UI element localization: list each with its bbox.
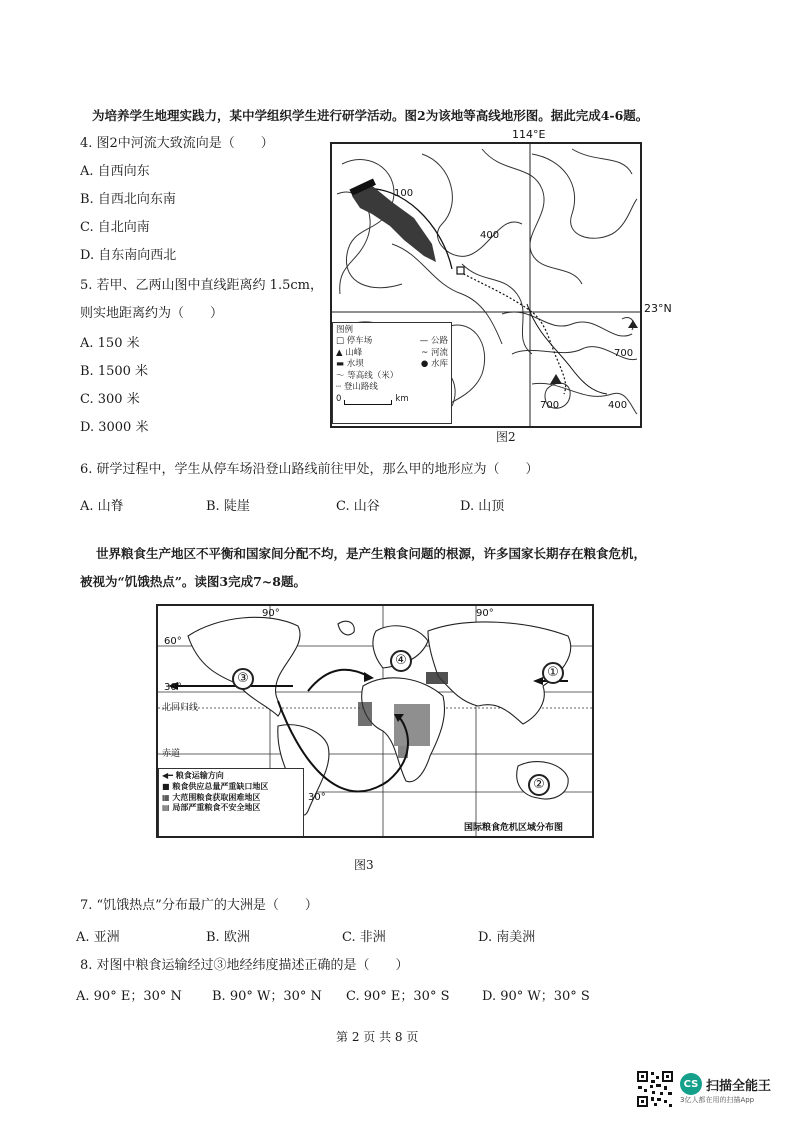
q8-option-a[interactable]: A. 90° E；30° N [76, 989, 182, 1004]
legend-transport: 粮食运输方向 [175, 771, 224, 780]
legend-road: 公路 [430, 336, 448, 347]
fig3-world-map [156, 604, 594, 838]
legend-reservoir: 水库 [430, 359, 448, 370]
north-america-shape [188, 617, 300, 716]
fig3-legend [158, 768, 304, 838]
fig3-lon-label-east: 90° [476, 608, 494, 619]
question-5-stem-line1: 5. 若甲、乙两山图中直线距离约 1.5cm， [80, 278, 323, 293]
q5-option-d[interactable]: D. 3000 米 [80, 420, 149, 435]
reservoir-icon: ● [420, 359, 429, 370]
q6-option-b[interactable]: B. 陡崖 [206, 499, 250, 514]
legend-title: 图例 [336, 325, 354, 335]
fig2-contour-map [330, 142, 642, 428]
q7-option-d[interactable]: D. 南美洲 [478, 930, 536, 945]
fig3-legend-row-2 [162, 782, 300, 793]
scale-zero: 0 [336, 393, 342, 404]
marker-4: ④ [390, 650, 412, 672]
question-8-stem: 8. 对图中粮食运输经过③地经纬度描述正确的是（ ） [80, 958, 409, 973]
scanner-brand [680, 1073, 771, 1105]
fig3-caption: 图3 [354, 858, 374, 872]
q8-option-d[interactable]: D. 90° W；30° S [482, 989, 590, 1004]
question-7-stem: 7. “饥饿热点”分布最广的大洲是（ ） [80, 898, 318, 913]
legend-route: 登山路线 [343, 382, 378, 393]
peak-icon: ▲ [336, 347, 343, 358]
scale-bar [336, 394, 448, 405]
marker-2: ② [528, 774, 550, 796]
fig3-legend-row-4 [162, 803, 300, 814]
fig3-map-title: 国际粮食危机区域分布图 [464, 823, 564, 833]
legend-access-difficulty: 大范围粮食获取困难地区 [172, 792, 261, 802]
q6-option-c[interactable]: C. 山谷 [336, 499, 380, 514]
question-4-stem: 4. 图2中河流大致流向是（ ） [80, 136, 274, 151]
camscanner-logo-icon: CS [680, 1073, 702, 1095]
legend-row-3 [336, 359, 448, 370]
greenland-shape [338, 621, 354, 635]
legend-local-insecurity: 局部严重粮食不安全地区 [172, 803, 261, 813]
scanner-brand-row [680, 1073, 771, 1095]
contour-label-400: 400 [480, 230, 500, 241]
scanner-app-name: 扫描全能王 [706, 1078, 772, 1094]
legend-supply-gap: 粮食供应总量严重缺口地区 [172, 781, 269, 791]
marker-1: ① [542, 662, 564, 684]
q7-option-a[interactable]: A. 亚洲 [76, 930, 120, 945]
contour-icon: ～ [336, 370, 345, 381]
scanner-tagline: 3亿人都在用的扫描App [680, 1096, 755, 1104]
fig3-lat-label-60: 60° [164, 636, 182, 647]
fig2-longitude-label: 114°E [512, 128, 546, 141]
contour-label-700-east: 700 [614, 348, 634, 359]
q6-option-d[interactable]: D. 山顶 [460, 499, 505, 514]
grid-fill-icon: ▦ [162, 792, 170, 802]
scale-line-icon [344, 400, 392, 405]
legend-contour: 等高线（米） [347, 370, 399, 381]
intro-text-2b: 被视为“饥饿热点”。读图3完成7~8题。 [80, 574, 306, 589]
fig3-lon-label-west: 90° [262, 608, 280, 619]
intro-text-1: 为培养学生地理实践力，某中学组织学生进行研学活动。图2为该地等高线地形图。据此完成4-6题。 [92, 108, 649, 123]
contour-label-700-south: 700 [540, 400, 560, 411]
q8-option-c[interactable]: C. 90° E；30° S [346, 989, 450, 1004]
fig2-caption: 图2 [496, 430, 516, 444]
contour-label-100: 100 [394, 188, 414, 199]
fig3-legend-row-1 [162, 771, 300, 782]
fig3-lat-label-30s: 30° [308, 792, 326, 803]
q4-option-d[interactable]: D. 自东南向西北 [80, 248, 177, 263]
qr-code-icon [636, 1070, 674, 1108]
legend-dam: 水坝 [346, 359, 364, 370]
question-6-stem: 6. 研学过程中，学生从停车场沿登山路线前往甲处，那么甲的地形应为（ ） [80, 462, 539, 477]
q8-option-b[interactable]: B. 90° W；30° N [212, 989, 322, 1004]
q7-option-c[interactable]: C. 非洲 [342, 930, 386, 945]
q4-option-c[interactable]: C. 自北向南 [80, 220, 150, 235]
q7-option-b[interactable]: B. 欧洲 [206, 930, 250, 945]
fig3-legend-row-3 [162, 793, 300, 804]
q4-option-b[interactable]: B. 自西北向东南 [80, 192, 176, 207]
fig3-equator-label: 赤道 [162, 749, 181, 759]
question-5-stem-line2: 则实地距离约为（ ） [80, 306, 224, 321]
legend-peak: 山峰 [345, 347, 363, 358]
river-icon: ~ [421, 347, 429, 358]
scale-unit: km [395, 393, 409, 404]
legend-parking: 停车场 [346, 336, 373, 347]
fig3-tropic-label: 北回归线 [162, 703, 199, 713]
legend-row-route [336, 382, 448, 393]
fig2-latitude-label: 23°N [644, 302, 672, 315]
dam-icon: ▬ [336, 359, 345, 370]
q5-option-b[interactable]: B. 1500 米 [80, 364, 149, 379]
scanner-watermark [636, 1070, 771, 1108]
q6-option-a[interactable]: A. 山脊 [80, 499, 124, 514]
legend-row-2 [336, 348, 448, 359]
arrow-left-icon: ◀━ [162, 771, 173, 780]
contour-label-400-south: 400 [608, 400, 628, 411]
legend-river: 河流 [430, 347, 448, 358]
solid-fill-icon: ■ [162, 781, 170, 791]
road-icon: — [419, 336, 429, 347]
hatch-fill-icon: ▤ [162, 803, 170, 813]
route-icon: ┈ [336, 382, 342, 393]
q5-option-c[interactable]: C. 300 米 [80, 392, 140, 407]
fig2-legend [332, 322, 452, 424]
intro-text-2a: 世界粮食生产地区不平衡和国家间分配不均，是产生粮食问题的根源，许多国家长期存在粮食危机， [96, 546, 647, 561]
q5-option-a[interactable]: A. 150 米 [80, 336, 140, 351]
page-footer: 第 2 页 共 8 页 [336, 1030, 419, 1044]
legend-row-contour [336, 371, 448, 382]
q4-option-a[interactable]: A. 自西向东 [80, 164, 150, 179]
fig3-lat-label-30n: 30° [164, 682, 182, 693]
marker-3: ③ [232, 668, 254, 690]
parking-icon: □ [336, 336, 345, 347]
legend-row-1 [336, 336, 448, 347]
